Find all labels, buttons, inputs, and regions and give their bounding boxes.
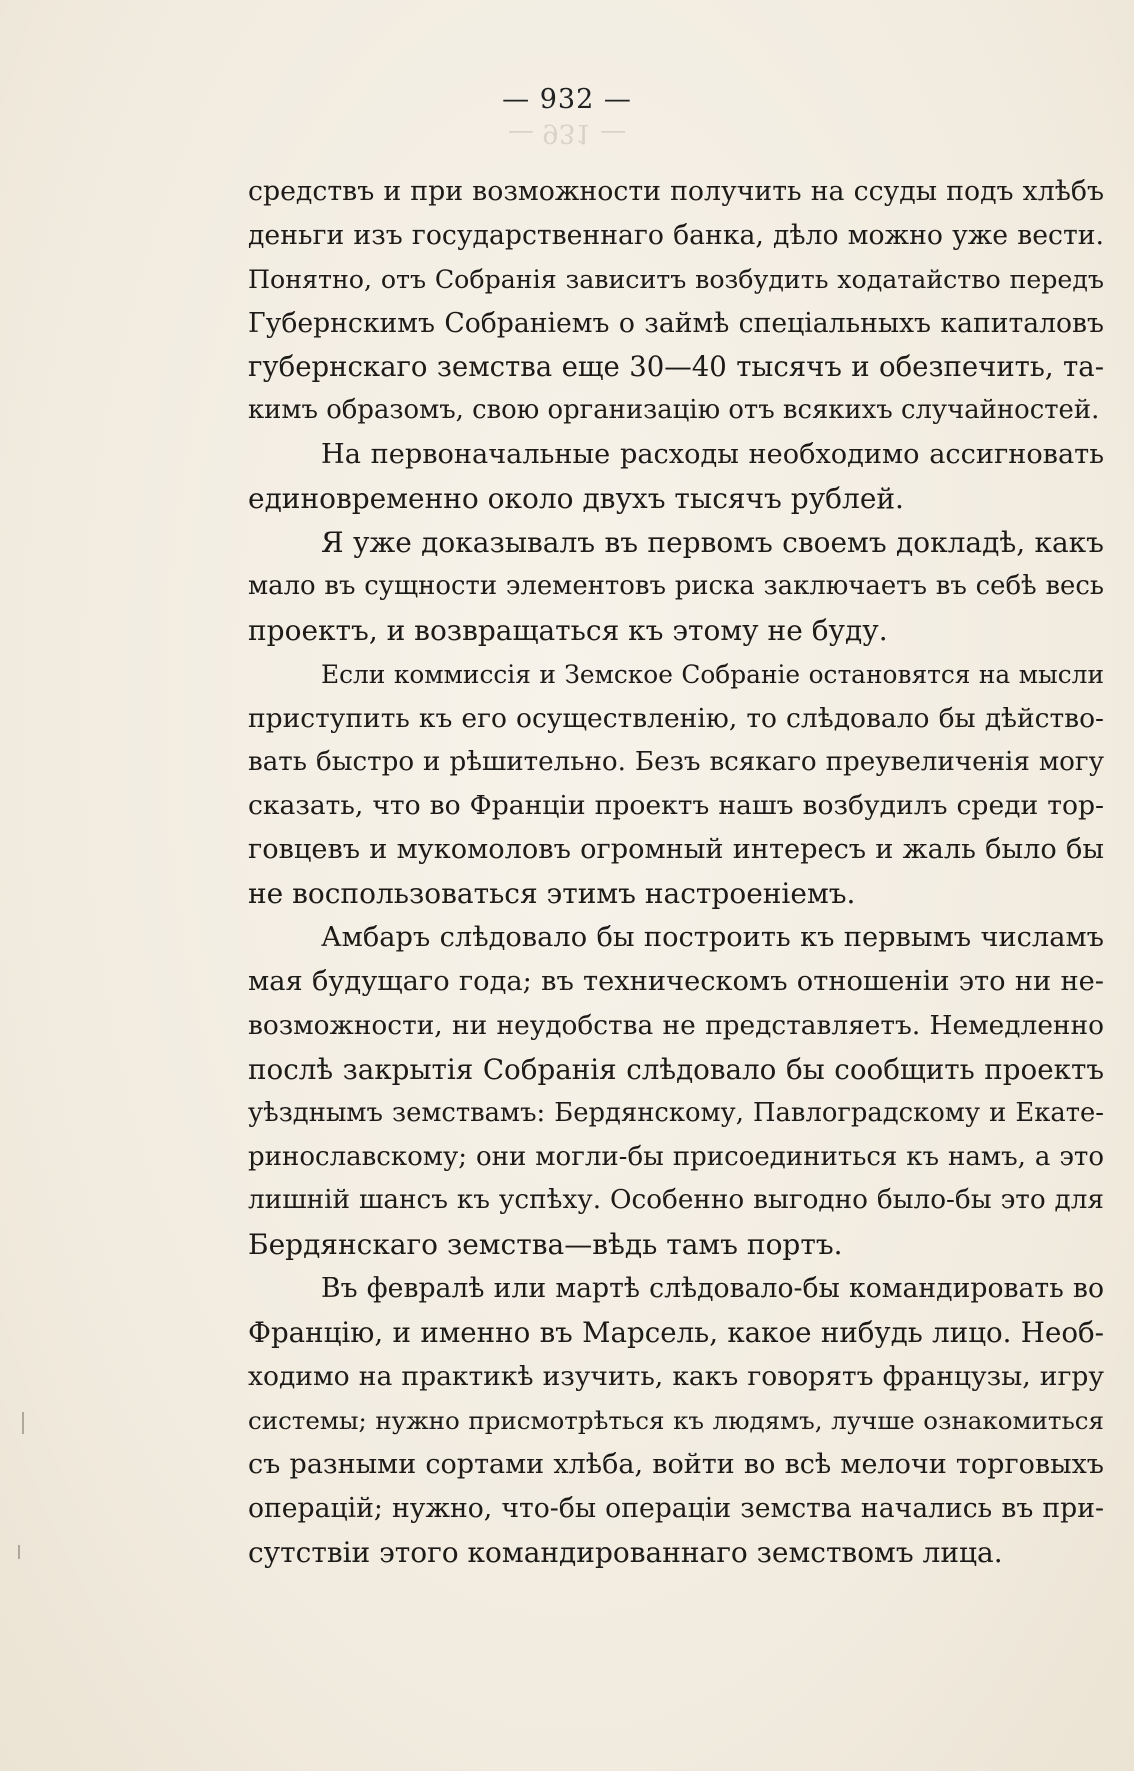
text-line: Если коммиссія и Земское Собраніе остановятся на мысли xyxy=(321,659,1104,689)
text-line: лишній шансъ къ успѣху. Особенно выгодно было-бы это для xyxy=(248,1185,1104,1216)
text-line: средствъ и при возможности получить на ссуды подъ хлѣбъ xyxy=(248,176,1104,207)
paragraph xyxy=(248,916,1104,1267)
text-line: возможности, ни неудобства не представляетъ. Немедленно xyxy=(248,1009,1104,1041)
text-line: Францію, и именно въ Марсель, какое нибудь лицо. Необ- xyxy=(248,1316,1104,1350)
text-line: деньги изъ государственнаго банка, дѣло можно уже вести. xyxy=(248,219,1104,251)
margin-mark xyxy=(22,1412,24,1434)
margin-mark xyxy=(18,1545,20,1559)
text-line: Я уже доказывалъ въ первомъ своемъ докладѣ, какъ xyxy=(321,526,1104,560)
paragraph xyxy=(248,521,1104,653)
text-line: губернскаго земства еще 30—40 тысячъ и обезпечить, та- xyxy=(248,350,1104,383)
paragraph xyxy=(248,433,1104,521)
paragraph xyxy=(248,653,1104,916)
text-line: Бердянскаго земства—вѣдь тамъ портъ. xyxy=(248,1228,843,1262)
text-line: кимъ образомъ, свою организацію отъ всякихъ случайностей. xyxy=(248,395,1100,426)
text-line: не воспользоваться этимъ настроеніемъ. xyxy=(248,877,856,911)
body-text xyxy=(248,170,1104,1575)
text-line: Амбаръ слѣдовало бы построить къ первымъ числамъ xyxy=(321,922,1104,954)
text-line: говцевъ и мукомоловъ огромный интересъ и жаль было бы xyxy=(248,834,1104,866)
text-line: вать быстро и рѣшительно. Безъ всякаго преувеличенія могу xyxy=(248,746,1104,777)
text-line: ринославскому; они могли-бы присоединиться къ намъ, а это xyxy=(248,1141,1104,1172)
text-line: уѣзднымъ земствамъ: Бердянскому, Павлоградскому и Екате- xyxy=(248,1097,1104,1128)
paragraph xyxy=(248,1267,1104,1574)
text-line: Въ февралѣ или мартѣ слѣдовало-бы командировать во xyxy=(321,1273,1104,1305)
text-line: сутствіи этого командированнаго земствомъ лица. xyxy=(248,1535,1003,1569)
text-line: ходимо на практикѣ изучить, какъ говорятъ французы, игру xyxy=(248,1361,1104,1393)
text-line: единовременно около двухъ тысячъ рублей. xyxy=(248,482,904,516)
text-line: Понятно, отъ Собранія зависитъ возбудить ходатайство передъ xyxy=(248,264,1104,294)
text-line: На первоначальные расходы необходимо ассигновать xyxy=(321,439,1104,471)
text-line: мало въ сущности элементовъ риска заключаетъ въ себѣ весь xyxy=(248,571,1104,602)
text-line: приступить къ его осуществленію, то слѣдовало бы дѣйство- xyxy=(248,702,1104,734)
text-line: сказать, что во Франціи проектъ нашъ возбудилъ среди тор- xyxy=(248,790,1104,822)
paragraph xyxy=(248,170,1104,433)
page-number: — 932 — xyxy=(502,84,632,115)
text-line: операцій; нужно, что-бы операціи земства начались въ при- xyxy=(248,1492,1104,1524)
bleed-through-page-number: — 931 — xyxy=(507,118,627,148)
text-line: Губернскимъ Собраніемъ о займѣ спеціальныхъ капиталовъ xyxy=(248,307,1104,339)
text-line: мая будущаго года; въ техническомъ отношеніи это ни не- xyxy=(248,966,1104,998)
text-line: системы; нужно присмотрѣться къ людямъ, лучше ознакомиться xyxy=(248,1405,1104,1435)
text-line: послѣ закрытія Собранія слѣдовало бы сообщить проектъ xyxy=(248,1052,1104,1086)
text-line: съ разными сортами хлѣба, войти во всѣ мелочи торговыхъ xyxy=(248,1448,1104,1480)
text-line: проектъ, и возвращаться къ этому не буду. xyxy=(248,613,888,647)
